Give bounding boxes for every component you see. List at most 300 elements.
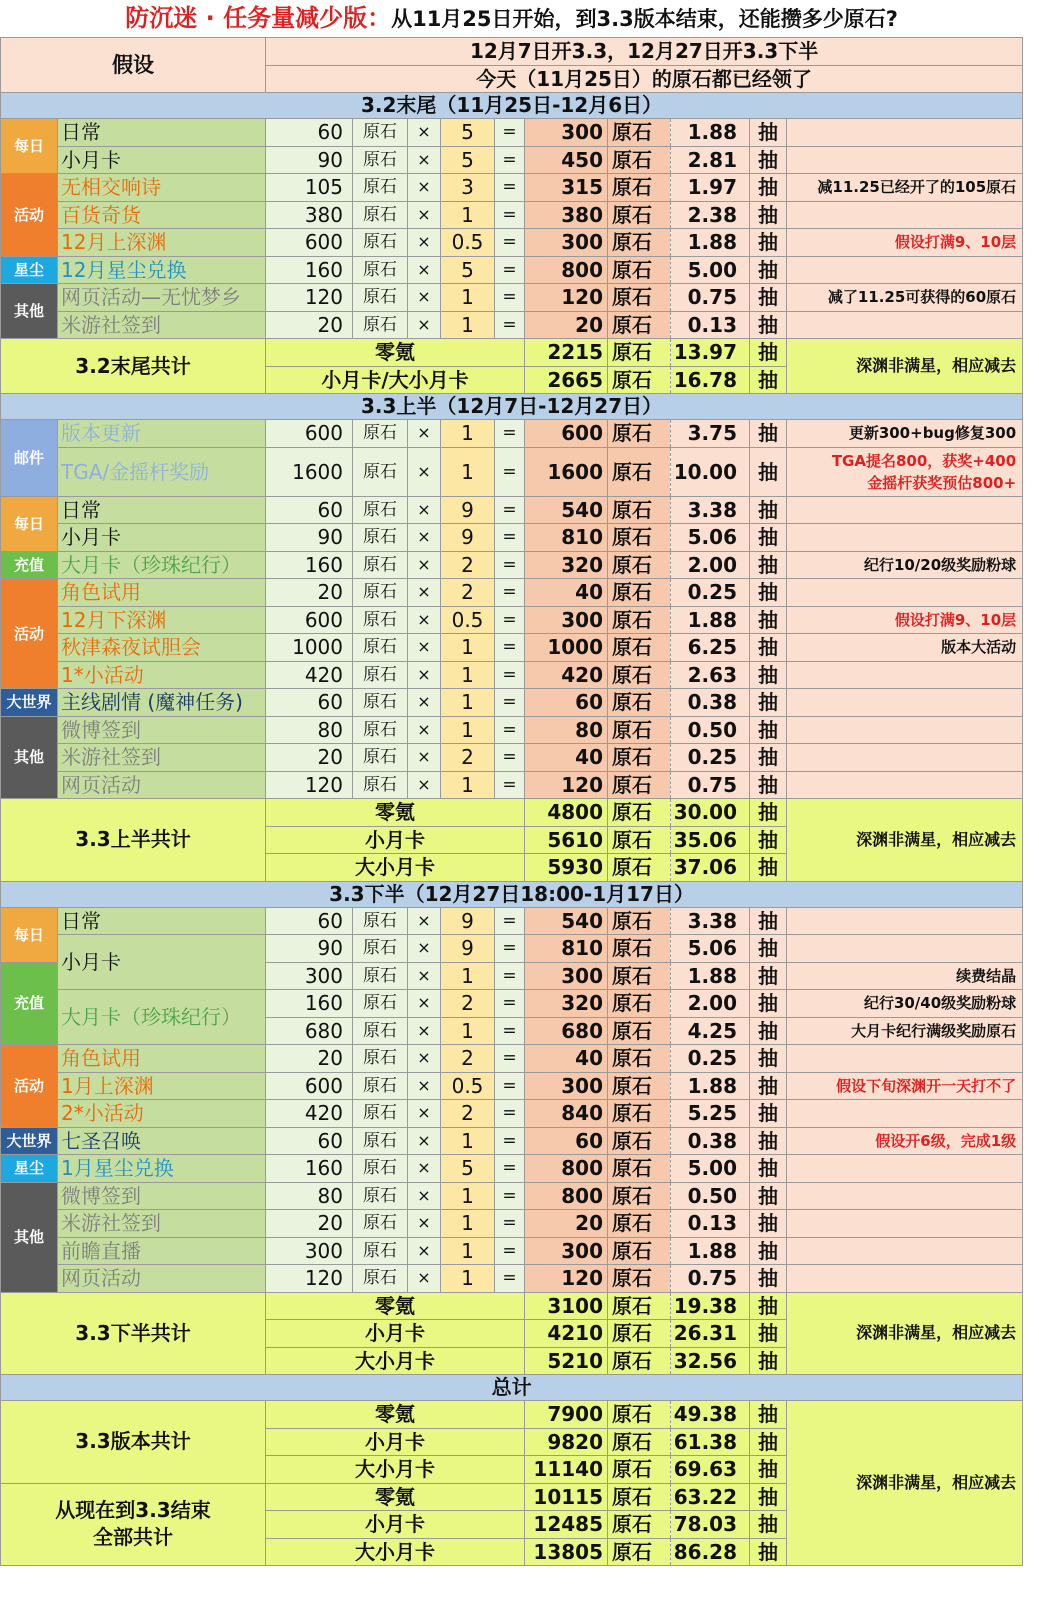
note-cell [787, 1100, 1023, 1128]
unit-pull-label: 抽 [750, 447, 787, 496]
multiplier: 5 [441, 1155, 495, 1183]
equals-sign: = [495, 229, 525, 257]
table-row [1, 174, 1023, 202]
section-title: 3.2末尾（11月25日-12月6日） [1, 93, 1023, 119]
multiplier: 1 [441, 201, 495, 229]
total-stones: 800 [525, 1182, 608, 1210]
total-stones: 680 [525, 1017, 608, 1045]
multiply-sign: × [408, 447, 441, 496]
multiplier: 1 [441, 962, 495, 990]
table-row [1, 771, 1023, 799]
unit-stone-label: 原石 [608, 339, 671, 367]
stones-per-unit: 20 [266, 744, 353, 772]
pull-count: 1.88 [671, 1237, 750, 1265]
unit-stone-label: 原石 [608, 311, 671, 339]
total-stones: 315 [525, 174, 608, 202]
table-row [1, 1072, 1023, 1100]
stones-per-unit: 380 [266, 201, 353, 229]
total-stones: 450 [525, 146, 608, 174]
unit-pull-label: 抽 [750, 962, 787, 990]
item-name: 小月卡 [58, 524, 266, 552]
unit-pull-label: 抽 [750, 771, 787, 799]
stones-per-unit: 60 [266, 689, 353, 717]
unit-pull-label: 抽 [750, 420, 787, 448]
total-stones: 300 [525, 119, 608, 147]
multiplier: 1 [441, 689, 495, 717]
equals-sign: = [495, 1072, 525, 1100]
unit-stone-label: 原石 [608, 366, 671, 394]
unit-stone-label: 原石 [353, 311, 408, 339]
stones-per-unit: 160 [266, 1155, 353, 1183]
pull-count: 1.88 [671, 606, 750, 634]
note-cell: 大月卡纪行满级奖励原石 [787, 1017, 1023, 1045]
category-label: 其他 [1, 1182, 58, 1292]
title-main: 防沉迷 · 任务量减少版： [125, 4, 392, 32]
note-cell: 减11.25已经开了的105原石 [787, 174, 1023, 202]
multiply-sign: × [408, 744, 441, 772]
item-name: 小月卡 [58, 935, 266, 990]
stones-per-unit: 20 [266, 311, 353, 339]
unit-pull-label: 抽 [750, 907, 787, 935]
note-cell [787, 579, 1023, 607]
unit-stone-label: 原石 [608, 1182, 671, 1210]
summary-row [1, 1292, 1023, 1320]
unit-pull-label: 抽 [750, 689, 787, 717]
category-label: 活动 [1, 579, 58, 689]
multiply-sign: × [408, 311, 441, 339]
note-cell: 减了11.25可获得的60原石 [787, 284, 1023, 312]
note-cell [787, 524, 1023, 552]
note-cell [787, 1045, 1023, 1073]
summary-label: 3.2末尾共计 [1, 339, 266, 394]
total-stones: 20 [525, 311, 608, 339]
table-row [1, 1182, 1023, 1210]
total-stones: 540 [525, 907, 608, 935]
unit-stone-label: 原石 [608, 799, 671, 827]
unit-pull-label: 抽 [750, 1456, 787, 1484]
equals-sign: = [495, 606, 525, 634]
pull-count: 0.25 [671, 744, 750, 772]
unit-pull-label: 抽 [750, 799, 787, 827]
multiply-sign: × [408, 256, 441, 284]
unit-stone-label: 原石 [353, 256, 408, 284]
unit-stone-label: 原石 [353, 661, 408, 689]
multiplier: 9 [441, 496, 495, 524]
category-label: 充值 [1, 962, 58, 1045]
table-row [1, 420, 1023, 448]
unit-stone-label: 原石 [608, 447, 671, 496]
stones-per-unit: 90 [266, 524, 353, 552]
stones-per-unit: 60 [266, 907, 353, 935]
multiply-sign: × [408, 119, 441, 147]
multiply-sign: × [408, 935, 441, 963]
category-label: 充值 [1, 551, 58, 579]
unit-stone-label: 原石 [608, 1155, 671, 1183]
plan-name: 大小月卡 [266, 1347, 525, 1375]
item-name: 米游社签到 [58, 311, 266, 339]
unit-stone-label: 原石 [353, 146, 408, 174]
item-name: 微博签到 [58, 716, 266, 744]
unit-pull-label: 抽 [750, 1347, 787, 1375]
unit-stone-label: 原石 [608, 579, 671, 607]
stones-per-unit: 120 [266, 284, 353, 312]
multiplier: 1 [441, 420, 495, 448]
multiply-sign: × [408, 1210, 441, 1238]
total-stones: 40 [525, 744, 608, 772]
item-name: 日常 [58, 907, 266, 935]
unit-pull-label: 抽 [750, 1265, 787, 1293]
total-stones: 11140 [525, 1456, 608, 1484]
note-cell [787, 1210, 1023, 1238]
equals-sign: = [495, 284, 525, 312]
multiplier: 2 [441, 579, 495, 607]
equals-sign: = [495, 907, 525, 935]
unit-stone-label: 原石 [353, 1182, 408, 1210]
note-cell: 假设下旬深渊开一天打不了 [787, 1072, 1023, 1100]
multiplier: 2 [441, 551, 495, 579]
equals-sign: = [495, 1155, 525, 1183]
item-name: 微博签到 [58, 1182, 266, 1210]
multiplier: 1 [441, 661, 495, 689]
equals-sign: = [495, 962, 525, 990]
summary-label: 3.3下半共计 [1, 1292, 266, 1375]
unit-stone-label: 原石 [608, 716, 671, 744]
pull-count: 0.13 [671, 311, 750, 339]
unit-pull-label: 抽 [750, 201, 787, 229]
multiplier: 2 [441, 1045, 495, 1073]
unit-stone-label: 原石 [353, 1127, 408, 1155]
unit-stone-label: 原石 [608, 907, 671, 935]
plan-name: 小月卡/大小月卡 [266, 366, 525, 394]
multiplier: 1 [441, 1182, 495, 1210]
equals-sign: = [495, 771, 525, 799]
table-row [1, 311, 1023, 339]
unit-stone-label: 原石 [353, 962, 408, 990]
unit-pull-label: 抽 [750, 1072, 787, 1100]
unit-stone-label: 原石 [353, 634, 408, 662]
unit-pull-label: 抽 [750, 174, 787, 202]
total-stones: 120 [525, 771, 608, 799]
equals-sign: = [495, 1237, 525, 1265]
unit-stone-label: 原石 [353, 1265, 408, 1293]
unit-stone-label: 原石 [608, 551, 671, 579]
table-row [1, 284, 1023, 312]
category-label: 活动 [1, 174, 58, 257]
unit-pull-label: 抽 [750, 1292, 787, 1320]
note-cell [787, 1265, 1023, 1293]
equals-sign: = [495, 1017, 525, 1045]
multiplier: 1 [441, 771, 495, 799]
stones-per-unit: 60 [266, 1127, 353, 1155]
pull-count: 0.75 [671, 771, 750, 799]
unit-stone-label: 原石 [608, 1428, 671, 1456]
unit-pull-label: 抽 [750, 256, 787, 284]
total-stones: 320 [525, 551, 608, 579]
equals-sign: = [495, 1182, 525, 1210]
pull-count: 0.25 [671, 579, 750, 607]
pull-count: 19.38 [671, 1292, 750, 1320]
unit-stone-label: 原石 [353, 1210, 408, 1238]
total-stones: 9820 [525, 1428, 608, 1456]
pull-count: 0.50 [671, 716, 750, 744]
multiply-sign: × [408, 146, 441, 174]
stones-per-unit: 600 [266, 606, 353, 634]
table-row [1, 1265, 1023, 1293]
equals-sign: = [495, 634, 525, 662]
unit-stone-label: 原石 [608, 174, 671, 202]
unit-pull-label: 抽 [750, 1045, 787, 1073]
multiply-sign: × [408, 1127, 441, 1155]
multiply-sign: × [408, 661, 441, 689]
unit-stone-label: 原石 [353, 990, 408, 1018]
assumption-label: 假设 [1, 38, 266, 93]
unit-pull-label: 抽 [750, 1511, 787, 1539]
summary-row [1, 339, 1023, 367]
unit-pull-label: 抽 [750, 634, 787, 662]
unit-pull-label: 抽 [750, 826, 787, 854]
multiplier: 1 [441, 447, 495, 496]
total-stones: 20 [525, 1210, 608, 1238]
stones-per-unit: 160 [266, 551, 353, 579]
plan-name: 零氪 [266, 1292, 525, 1320]
item-name: 秋津森夜试胆会 [58, 634, 266, 662]
item-name: 12月星尘兑换 [58, 256, 266, 284]
category-label: 其他 [1, 284, 58, 339]
stones-per-unit: 90 [266, 935, 353, 963]
unit-pull-label: 抽 [750, 284, 787, 312]
multiplier: 2 [441, 1100, 495, 1128]
total-stones: 10115 [525, 1483, 608, 1511]
equals-sign: = [495, 420, 525, 448]
item-name: 12月下深渊 [58, 606, 266, 634]
total-stones: 5930 [525, 854, 608, 882]
total-stones: 4210 [525, 1320, 608, 1348]
multiply-sign: × [408, 990, 441, 1018]
item-name: 前瞻直播 [58, 1237, 266, 1265]
multiplier: 3 [441, 174, 495, 202]
stones-per-unit: 120 [266, 771, 353, 799]
item-name: 1*小活动 [58, 661, 266, 689]
pull-count: 0.75 [671, 284, 750, 312]
pull-count: 1.88 [671, 229, 750, 257]
item-name: 角色试用 [58, 579, 266, 607]
pull-count: 13.97 [671, 339, 750, 367]
item-name: 七圣召唤 [58, 1127, 266, 1155]
unit-stone-label: 原石 [353, 119, 408, 147]
total-title: 总计 [1, 1375, 1023, 1401]
unit-pull-label: 抽 [750, 496, 787, 524]
note-cell: 版本大活动 [787, 634, 1023, 662]
note-cell [787, 935, 1023, 963]
unit-pull-label: 抽 [750, 661, 787, 689]
stones-per-unit: 300 [266, 962, 353, 990]
pull-count: 1.88 [671, 119, 750, 147]
unit-stone-label: 原石 [608, 962, 671, 990]
item-name: 网页活动 [58, 771, 266, 799]
note-cell: 纪行30/40级奖励粉球 [787, 990, 1023, 1018]
category-label: 每日 [1, 907, 58, 962]
equals-sign: = [495, 716, 525, 744]
unit-stone-label: 原石 [353, 1237, 408, 1265]
pull-count: 26.31 [671, 1320, 750, 1348]
multiply-sign: × [408, 496, 441, 524]
item-name: 无相交响诗 [58, 174, 266, 202]
stones-per-unit: 600 [266, 420, 353, 448]
total-group-label: 3.3版本共计 [1, 1401, 266, 1484]
table-row [1, 229, 1023, 257]
unit-stone-label: 原石 [608, 1265, 671, 1293]
total-stones: 12485 [525, 1511, 608, 1539]
multiplier: 1 [441, 716, 495, 744]
note-cell [787, 201, 1023, 229]
total-stones: 840 [525, 1100, 608, 1128]
pull-count: 86.28 [671, 1538, 750, 1566]
summary-note: 深渊非满星，相应减去 [787, 799, 1023, 882]
table-row [1, 1100, 1023, 1128]
total-stones: 540 [525, 496, 608, 524]
total-stones: 300 [525, 1072, 608, 1100]
unit-stone-label: 原石 [608, 1347, 671, 1375]
total-stones: 420 [525, 661, 608, 689]
unit-stone-label: 原石 [353, 201, 408, 229]
unit-pull-label: 抽 [750, 854, 787, 882]
section-header [1, 881, 1023, 907]
equals-sign: = [495, 146, 525, 174]
unit-stone-label: 原石 [608, 744, 671, 772]
note-cell: 纪行10/20级奖励粉球 [787, 551, 1023, 579]
pull-count: 0.25 [671, 1045, 750, 1073]
equals-sign: = [495, 524, 525, 552]
item-name: 大月卡（珍珠纪行） [58, 990, 266, 1045]
unit-pull-label: 抽 [750, 1127, 787, 1155]
table-row [1, 634, 1023, 662]
note-cell [787, 716, 1023, 744]
pull-count: 61.38 [671, 1428, 750, 1456]
unit-stone-label: 原石 [608, 1237, 671, 1265]
item-name: 百货奇货 [58, 201, 266, 229]
unit-pull-label: 抽 [750, 1538, 787, 1566]
table-row [1, 689, 1023, 717]
stones-per-unit: 600 [266, 1072, 353, 1100]
summary-note: 深渊非满星，相应减去 [787, 1292, 1023, 1375]
item-name: 2*小活动 [58, 1100, 266, 1128]
title-row [1, 0, 1023, 38]
unit-pull-label: 抽 [750, 1100, 787, 1128]
unit-stone-label: 原石 [608, 1511, 671, 1539]
stones-per-unit: 90 [266, 146, 353, 174]
unit-stone-label: 原石 [608, 1045, 671, 1073]
multiply-sign: × [408, 201, 441, 229]
pull-count: 5.00 [671, 256, 750, 284]
pull-count: 16.78 [671, 366, 750, 394]
multiplier: 0.5 [441, 606, 495, 634]
unit-stone-label: 原石 [353, 1072, 408, 1100]
item-name: 日常 [58, 496, 266, 524]
category-label: 每日 [1, 119, 58, 174]
table-row [1, 496, 1023, 524]
total-stones: 810 [525, 524, 608, 552]
pull-count: 0.38 [671, 1127, 750, 1155]
pull-count: 5.00 [671, 1155, 750, 1183]
unit-stone-label: 原石 [608, 1210, 671, 1238]
assumption-row-1 [1, 38, 1023, 66]
pull-count: 63.22 [671, 1483, 750, 1511]
note-cell [787, 661, 1023, 689]
stones-per-unit: 1600 [266, 447, 353, 496]
stones-per-unit: 600 [266, 229, 353, 257]
unit-stone-label: 原石 [608, 146, 671, 174]
unit-stone-label: 原石 [608, 1017, 671, 1045]
unit-pull-label: 抽 [750, 229, 787, 257]
table-row [1, 579, 1023, 607]
multiply-sign: × [408, 1182, 441, 1210]
stones-per-unit: 80 [266, 716, 353, 744]
multiply-sign: × [408, 579, 441, 607]
table-row [1, 447, 1023, 496]
pull-count: 2.38 [671, 201, 750, 229]
unit-stone-label: 原石 [608, 854, 671, 882]
unit-pull-label: 抽 [750, 1320, 787, 1348]
stones-per-unit: 420 [266, 1100, 353, 1128]
plan-name: 零氪 [266, 799, 525, 827]
total-stones: 300 [525, 962, 608, 990]
unit-pull-label: 抽 [750, 366, 787, 394]
plan-name: 大小月卡 [266, 854, 525, 882]
total-stones: 810 [525, 935, 608, 963]
unit-stone-label: 原石 [608, 689, 671, 717]
pull-count: 2.63 [671, 661, 750, 689]
item-name: 米游社签到 [58, 744, 266, 772]
category-label: 每日 [1, 496, 58, 551]
multiply-sign: × [408, 962, 441, 990]
multiplier: 1 [441, 284, 495, 312]
unit-stone-label: 原石 [608, 1127, 671, 1155]
multiply-sign: × [408, 524, 441, 552]
stones-per-unit: 680 [266, 1017, 353, 1045]
unit-stone-label: 原石 [608, 634, 671, 662]
assumption-line-1: 12月7日开3.3，12月27日开3.3下半 [266, 38, 1023, 66]
unit-stone-label: 原石 [353, 229, 408, 257]
note-cell [787, 447, 1023, 496]
note-cell: 假设打满9、10层 [787, 229, 1023, 257]
total-note: 深渊非满星，相应减去 [787, 1401, 1023, 1566]
plan-name: 零氪 [266, 339, 525, 367]
category-label: 星尘 [1, 1155, 58, 1183]
note-cell: 假设打满9、10层 [787, 606, 1023, 634]
equals-sign: = [495, 579, 525, 607]
total-stones: 3100 [525, 1292, 608, 1320]
stones-per-unit: 105 [266, 174, 353, 202]
unit-pull-label: 抽 [750, 1155, 787, 1183]
total-stones: 7900 [525, 1401, 608, 1429]
item-name: 网页活动 [58, 1265, 266, 1293]
note-cell [787, 256, 1023, 284]
pull-count: 1.88 [671, 1072, 750, 1100]
note-cell [787, 1155, 1023, 1183]
unit-stone-label: 原石 [608, 826, 671, 854]
table-row [1, 256, 1023, 284]
table-row [1, 146, 1023, 174]
table-row [1, 661, 1023, 689]
total-stones: 800 [525, 1155, 608, 1183]
note-cell: 假设开6级，完成1级 [787, 1127, 1023, 1155]
equals-sign: = [495, 551, 525, 579]
table-row [1, 1127, 1023, 1155]
unit-pull-label: 抽 [750, 1210, 787, 1238]
section-header [1, 93, 1023, 119]
total-group-label: 从现在到3.3结束 全部共计 [1, 1483, 266, 1566]
equals-sign: = [495, 661, 525, 689]
